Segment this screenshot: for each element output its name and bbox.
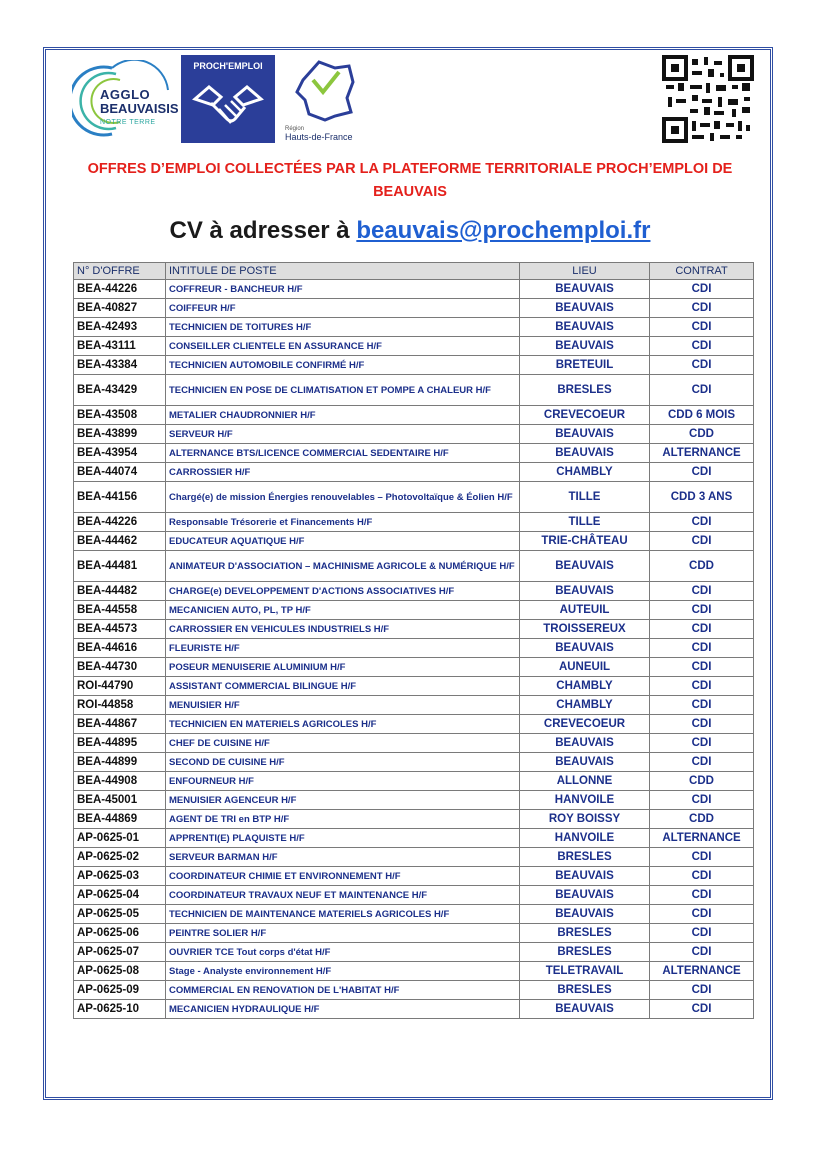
table-row: [74, 444, 754, 463]
contract-cell: CDI: [650, 299, 754, 318]
job-title-cell: CONSEILLER CLIENTELE EN ASSURANCE H/F: [166, 337, 520, 356]
location-cell: TRIE-CHÂTEAU: [520, 532, 650, 551]
offer-number-cell: BEA-43954: [74, 444, 166, 463]
table-row: [74, 905, 754, 924]
job-title-cell: MENUISIER H/F: [166, 696, 520, 715]
job-title-cell: POSEUR MENUISERIE ALUMINIUM H/F: [166, 658, 520, 677]
contract-cell: CDI: [650, 905, 754, 924]
location-cell: CHAMBLY: [520, 463, 650, 482]
location-cell: BEAUVAIS: [520, 1000, 650, 1019]
region-small-label: Région: [285, 126, 305, 132]
offer-number-cell: BEA-44730: [74, 658, 166, 677]
table-row: [74, 463, 754, 482]
offer-number-cell: BEA-43111: [74, 337, 166, 356]
region-logo: [285, 58, 367, 144]
contract-cell: CDD: [650, 425, 754, 444]
job-title-cell: PEINTRE SOLIER H/F: [166, 924, 520, 943]
job-title-cell: MECANICIEN AUTO, PL, TP H/F: [166, 601, 520, 620]
contract-cell: CDI: [650, 639, 754, 658]
table-row: [74, 532, 754, 551]
contract-cell: CDI: [650, 867, 754, 886]
location-cell: BRESLES: [520, 981, 650, 1000]
offer-number-cell: BEA-44481: [74, 551, 166, 582]
table-row: [74, 772, 754, 791]
job-title-cell: TECHNICIEN DE TOITURES H/F: [166, 318, 520, 337]
region-name: Hauts-de-France: [285, 132, 353, 142]
job-title-cell: COORDINATEUR TRAVAUX NEUF ET MAINTENANCE H/F: [166, 886, 520, 905]
contract-cell: CDD: [650, 551, 754, 582]
offer-number-cell: BEA-40827: [74, 299, 166, 318]
proch-label: PROCH'EMPLOI: [193, 61, 263, 71]
table-row: [74, 513, 754, 532]
contract-cell: CDI: [650, 677, 754, 696]
location-cell: BEAUVAIS: [520, 280, 650, 299]
job-title-cell: MECANICIEN HYDRAULIQUE H/F: [166, 1000, 520, 1019]
offer-number-cell: ROI-44858: [74, 696, 166, 715]
page-title: OFFRES D’EMPLOI COLLECTÉES PAR LA PLATEFORME TERRITORIALE PROCH’EMPLOI DE BEAUVAIS: [87, 161, 733, 200]
table-row: [74, 601, 754, 620]
table-row: [74, 406, 754, 425]
job-title-cell: ENFOURNEUR H/F: [166, 772, 520, 791]
header-contract: CONTRAT: [650, 263, 754, 280]
job-title-cell: SERVEUR H/F: [166, 425, 520, 444]
table-row: [74, 753, 754, 772]
cv-instruction: [60, 217, 760, 245]
handshake-icon: [191, 79, 265, 135]
offer-number-cell: BEA-44226: [74, 513, 166, 532]
table-row: [74, 810, 754, 829]
agglo-line3: NOTRE TERRE: [100, 119, 156, 126]
job-title-cell: SERVEUR BARMAN H/F: [166, 848, 520, 867]
contract-cell: ALTERNANCE: [650, 444, 754, 463]
contract-cell: CDI: [650, 658, 754, 677]
contract-cell: CDI: [650, 463, 754, 482]
table-row: [74, 318, 754, 337]
job-title-cell: AGENT DE TRI en BTP H/F: [166, 810, 520, 829]
contract-cell: CDI: [650, 715, 754, 734]
location-cell: TELETRAVAIL: [520, 962, 650, 981]
contract-cell: CDI: [650, 601, 754, 620]
location-cell: BRETEUIL: [520, 356, 650, 375]
offer-number-cell: AP-0625-09: [74, 981, 166, 1000]
contract-cell: ALTERNANCE: [650, 829, 754, 848]
contract-cell: CDD: [650, 772, 754, 791]
job-title-cell: EDUCATEUR AQUATIQUE H/F: [166, 532, 520, 551]
contract-cell: CDI: [650, 734, 754, 753]
location-cell: CHAMBLY: [520, 696, 650, 715]
offer-number-cell: AP-0625-07: [74, 943, 166, 962]
offer-number-cell: AP-0625-01: [74, 829, 166, 848]
offer-number-cell: BEA-45001: [74, 791, 166, 810]
contract-cell: CDD: [650, 810, 754, 829]
job-title-cell: ANIMATEUR D'ASSOCIATION – MACHINISME AGRICOLE & NUMÉRIQUE H/F: [166, 551, 520, 582]
agglo-line1: AGGLO: [100, 87, 151, 102]
job-title-cell: COMMERCIAL EN RENOVATION DE L'HABITAT H/F: [166, 981, 520, 1000]
header-offer-number: N° D'OFFRE: [74, 263, 166, 280]
location-cell: BEAUVAIS: [520, 867, 650, 886]
table-row: [74, 924, 754, 943]
location-cell: TILLE: [520, 513, 650, 532]
job-title-cell: TECHNICIEN AUTOMOBILE CONFIRMÉ H/F: [166, 356, 520, 375]
job-title-cell: COFFREUR - BANCHEUR H/F: [166, 280, 520, 299]
job-title-cell: MENUISIER AGENCEUR H/F: [166, 791, 520, 810]
table-row: [74, 425, 754, 444]
location-cell: BEAUVAIS: [520, 582, 650, 601]
offer-number-cell: BEA-44899: [74, 753, 166, 772]
contract-cell: CDI: [650, 848, 754, 867]
contract-cell: CDI: [650, 1000, 754, 1019]
job-title-cell: OUVRIER TCE Tout corps d'état H/F: [166, 943, 520, 962]
contract-cell: CDI: [650, 337, 754, 356]
contract-cell: CDI: [650, 280, 754, 299]
offer-number-cell: AP-0625-03: [74, 867, 166, 886]
offer-number-cell: AP-0625-02: [74, 848, 166, 867]
table-row: [74, 620, 754, 639]
table-row: [74, 696, 754, 715]
job-title-cell: Responsable Trésorerie et Financements H/F: [166, 513, 520, 532]
contract-cell: CDI: [650, 532, 754, 551]
table-row: [74, 639, 754, 658]
table-row: [74, 791, 754, 810]
location-cell: BEAUVAIS: [520, 425, 650, 444]
offer-number-cell: BEA-44908: [74, 772, 166, 791]
agglo-logo-text: [100, 88, 179, 130]
offer-number-cell: BEA-42493: [74, 318, 166, 337]
offer-number-cell: BEA-44867: [74, 715, 166, 734]
table-row: [74, 943, 754, 962]
offer-number-cell: BEA-44573: [74, 620, 166, 639]
location-cell: ALLONNE: [520, 772, 650, 791]
table-row: [74, 658, 754, 677]
email-link[interactable]: beauvais@prochemploi.fr: [356, 217, 651, 244]
offer-number-cell: BEA-44616: [74, 639, 166, 658]
offer-number-cell: AP-0625-04: [74, 886, 166, 905]
location-cell: BEAUVAIS: [520, 905, 650, 924]
table-row: [74, 582, 754, 601]
offer-number-cell: AP-0625-05: [74, 905, 166, 924]
table-row: [74, 981, 754, 1000]
offer-number-cell: BEA-44482: [74, 582, 166, 601]
job-title-cell: Chargé(e) de mission Énergies renouvelables – Photovoltaïque & Éolien H/F: [166, 482, 520, 513]
job-title-cell: CARROSSIER H/F: [166, 463, 520, 482]
table-row: [74, 867, 754, 886]
location-cell: BEAUVAIS: [520, 639, 650, 658]
job-title-cell: SECOND DE CUISINE H/F: [166, 753, 520, 772]
location-cell: BEAUVAIS: [520, 444, 650, 463]
location-cell: BEAUVAIS: [520, 551, 650, 582]
job-title-cell: TECHNICIEN EN POSE DE CLIMATISATION ET POMPE A CHALEUR H/F: [166, 375, 520, 406]
header-location: LIEU: [520, 263, 650, 280]
table-row: [74, 551, 754, 582]
table-row: [74, 734, 754, 753]
location-cell: AUNEUIL: [520, 658, 650, 677]
job-title-cell: CHEF DE CUISINE H/F: [166, 734, 520, 753]
offer-number-cell: AP-0625-10: [74, 1000, 166, 1019]
table-row: [74, 356, 754, 375]
job-title-cell: COIFFEUR H/F: [166, 299, 520, 318]
location-cell: BRESLES: [520, 848, 650, 867]
table-row: [74, 886, 754, 905]
offer-number-cell: BEA-44226: [74, 280, 166, 299]
job-title-cell: TECHNICIEN DE MAINTENANCE MATERIELS AGRICOLES H/F: [166, 905, 520, 924]
location-cell: BEAUVAIS: [520, 886, 650, 905]
contract-cell: CDI: [650, 886, 754, 905]
job-title-cell: COORDINATEUR CHIMIE ET ENVIRONNEMENT H/F: [166, 867, 520, 886]
contract-cell: CDI: [650, 375, 754, 406]
table-row: [74, 829, 754, 848]
job-title-cell: Stage - Analyste environnement H/F: [166, 962, 520, 981]
header-job-title: INTITULE DE POSTE: [166, 263, 520, 280]
table-row: [74, 299, 754, 318]
offer-number-cell: BEA-43384: [74, 356, 166, 375]
offer-number-cell: BEA-43508: [74, 406, 166, 425]
table-row: [74, 280, 754, 299]
job-title-cell: CHARGE(e) DEVELOPPEMENT D'ACTIONS ASSOCIATIVES H/F: [166, 582, 520, 601]
location-cell: BEAUVAIS: [520, 337, 650, 356]
contract-cell: CDI: [650, 943, 754, 962]
location-cell: BEAUVAIS: [520, 318, 650, 337]
table-row: [74, 337, 754, 356]
table-row: [74, 677, 754, 696]
table-row: [74, 482, 754, 513]
agglo-line2: BEAUVAISIS: [100, 101, 179, 116]
offer-number-cell: BEA-43899: [74, 425, 166, 444]
contract-cell: CDD 3 ANS: [650, 482, 754, 513]
location-cell: BEAUVAIS: [520, 753, 650, 772]
offer-number-cell: BEA-44558: [74, 601, 166, 620]
contract-cell: CDI: [650, 696, 754, 715]
offer-number-cell: BEA-44074: [74, 463, 166, 482]
job-title-cell: METALIER CHAUDRONNIER H/F: [166, 406, 520, 425]
contract-cell: CDI: [650, 620, 754, 639]
location-cell: AUTEUIL: [520, 601, 650, 620]
table-row: [74, 962, 754, 981]
location-cell: BEAUVAIS: [520, 734, 650, 753]
location-cell: ROY BOISSY: [520, 810, 650, 829]
table-row: [74, 375, 754, 406]
table-header-row: [74, 263, 754, 280]
contract-cell: CDD 6 MOIS: [650, 406, 754, 425]
table-row: [74, 848, 754, 867]
job-title-cell: ASSISTANT COMMERCIAL BILINGUE H/F: [166, 677, 520, 696]
contract-cell: CDI: [650, 356, 754, 375]
job-title-cell: CARROSSIER EN VEHICULES INDUSTRIELS H/F: [166, 620, 520, 639]
location-cell: BRESLES: [520, 943, 650, 962]
offer-number-cell: BEA-44869: [74, 810, 166, 829]
contract-cell: CDI: [650, 791, 754, 810]
location-cell: CREVECOEUR: [520, 715, 650, 734]
qr-code[interactable]: [662, 55, 754, 143]
location-cell: TROISSEREUX: [520, 620, 650, 639]
france-map-icon: [291, 58, 361, 124]
contract-cell: CDI: [650, 513, 754, 532]
offer-number-cell: BEA-44462: [74, 532, 166, 551]
job-offers-table: [73, 262, 754, 1019]
job-title-cell: APPRENTI(E) PLAQUISTE H/F: [166, 829, 520, 848]
location-cell: CHAMBLY: [520, 677, 650, 696]
table-row: [74, 715, 754, 734]
contract-cell: ALTERNANCE: [650, 962, 754, 981]
location-cell: TILLE: [520, 482, 650, 513]
offer-number-cell: ROI-44790: [74, 677, 166, 696]
job-title-cell: FLEURISTE H/F: [166, 639, 520, 658]
offer-number-cell: BEA-43429: [74, 375, 166, 406]
contract-cell: CDI: [650, 318, 754, 337]
contract-cell: CDI: [650, 981, 754, 1000]
location-cell: HANVOILE: [520, 791, 650, 810]
proch-emploi-logo: [181, 55, 275, 143]
location-cell: CREVECOEUR: [520, 406, 650, 425]
location-cell: BEAUVAIS: [520, 299, 650, 318]
table-row: [74, 1000, 754, 1019]
job-title-cell: ALTERNANCE BTS/LICENCE COMMERCIAL SEDENTAIRE H/F: [166, 444, 520, 463]
cv-prefix: CV à adresser à: [169, 217, 357, 244]
job-title-cell: TECHNICIEN EN MATERIELS AGRICOLES H/F: [166, 715, 520, 734]
contract-cell: CDI: [650, 753, 754, 772]
offer-number-cell: AP-0625-06: [74, 924, 166, 943]
contract-cell: CDI: [650, 924, 754, 943]
offer-number-cell: AP-0625-08: [74, 962, 166, 981]
contract-cell: CDI: [650, 582, 754, 601]
offer-number-cell: BEA-44895: [74, 734, 166, 753]
offer-number-cell: BEA-44156: [74, 482, 166, 513]
location-cell: BRESLES: [520, 924, 650, 943]
location-cell: BRESLES: [520, 375, 650, 406]
location-cell: HANVOILE: [520, 829, 650, 848]
